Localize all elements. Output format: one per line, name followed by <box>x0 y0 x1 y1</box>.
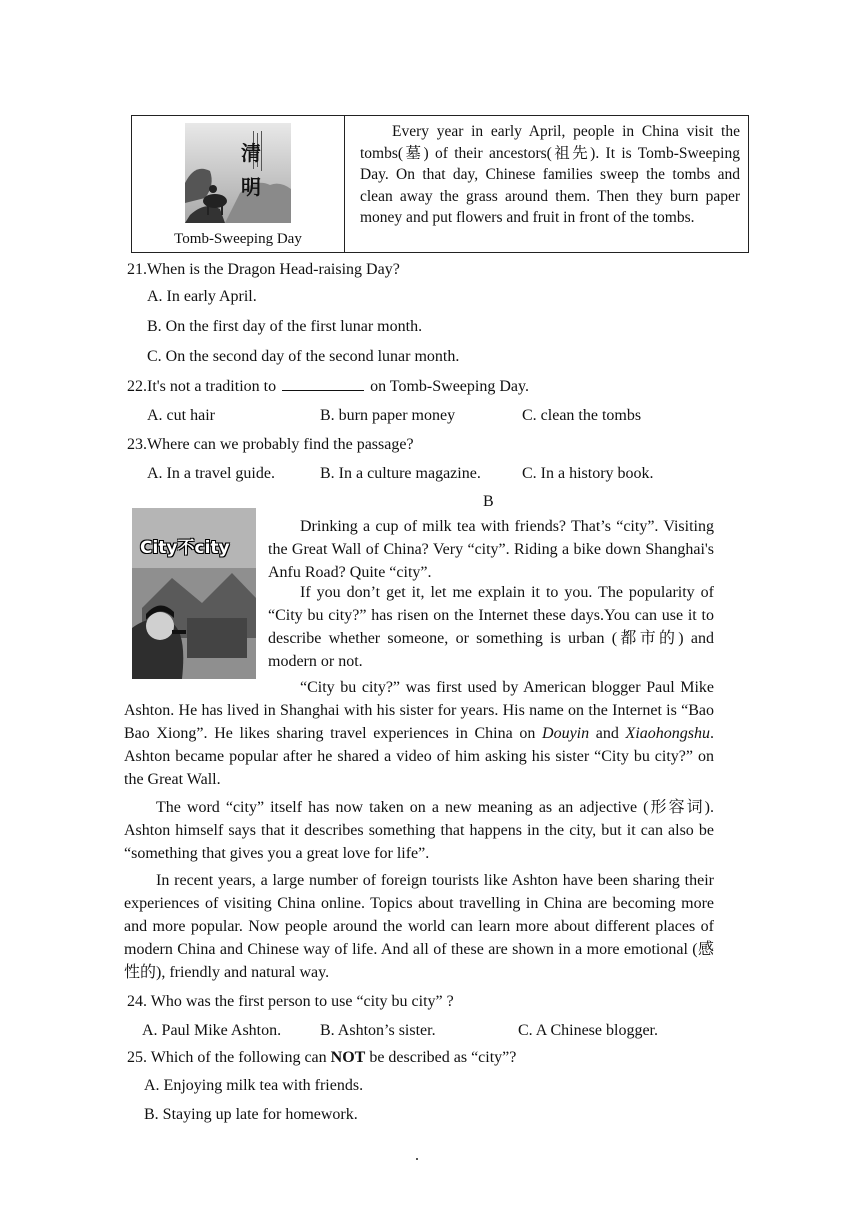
p3-text-start: “City bu city?” was first used by American blogger Paul Mike Ashton. He has lived in Shanghai with his sister for years. His name on the Internet is “Bao Bao Xiong”. He likes sharing travel experiences in China on <box>124 679 714 742</box>
q25-option-b: B. Staying up late for homework. <box>144 1106 358 1123</box>
image-caption: Tomb-Sweeping Day <box>174 231 302 247</box>
q22-text-after: on Tomb-Sweeping Day. <box>370 378 529 395</box>
q22-option-b: B. burn paper money <box>320 407 456 424</box>
passage-b-paragraph-1: Drinking a cup of milk tea with friends? That’s “city”. Visiting the Great Wall of China? Very “city”. Riding a bike down Shanghai's Anfu Road? Quite “city”. <box>268 518 714 581</box>
passage-b-paragraph-4: The word “city” itself has now taken on a new meaning as an adjective (形容词). Ashton himself says that it describes something that happens in the city, but it can also be “something that gives you a great love for life”. <box>124 799 714 862</box>
q23-option-c: C. In a history book. <box>522 465 654 482</box>
q22-option-c: C. clean the tombs <box>522 407 642 424</box>
q22-blank <box>282 376 364 391</box>
q25-text-after: be described as “city”? <box>369 1049 517 1066</box>
tomb-sweeping-painting <box>185 123 291 223</box>
tomb-sweeping-table <box>131 115 749 253</box>
q23-option-b: B. In a culture magazine. <box>320 465 481 482</box>
q21-option-b: B. On the first day of the first lunar month. <box>147 318 423 335</box>
q22-text-before: 22.It's not a tradition to <box>127 378 277 395</box>
q25-text-before: 25. Which of the following can <box>127 1049 327 1066</box>
question-24: 24. Who was the first person to use “city bu city” ? <box>127 993 454 1010</box>
question-25 <box>127 1046 516 1069</box>
table-image-cell <box>132 116 345 252</box>
question-22 <box>127 375 529 398</box>
q25-text-bold: NOT <box>330 1049 366 1066</box>
city-bu-city-poster <box>132 508 256 679</box>
poster-title: City不city <box>140 538 230 558</box>
question-23: 23.Where can we probably find the passage? <box>127 436 414 453</box>
q24-option-c: C. A Chinese blogger. <box>518 1022 658 1039</box>
passage-b-paragraph-3 <box>124 676 714 791</box>
passage-b-paragraph-2: If you don’t get it, let me explain it to you. The popularity of “City bu city?” has risen on the Internet these days.You can use it to describe whether someone, or something is urban (都市的) and modern or not. <box>268 584 714 670</box>
q24-option-b: B. Ashton’s sister. <box>320 1022 436 1039</box>
passage-b-paragraph-5: In recent years, a large number of foreign tourists like Ashton have been sharing their experiences of visiting China online. Topics about travelling in China are becoming more and more popular. Now people around the world can learn more about different places of modern China and Chinese way of life. And all of these are shown in a more emotional (感性的), friendly and natural way. <box>124 872 714 981</box>
q21-option-c: C. On the second day of the second lunar month. <box>147 348 460 365</box>
q24-option-a: A. Paul Mike Ashton. <box>142 1022 282 1039</box>
section-b-heading: B <box>483 493 494 510</box>
p3-xiaohongshu: Xiaohongshu <box>625 725 710 742</box>
painting-title: 清 明 <box>241 143 261 199</box>
table-text-cell <box>345 116 748 252</box>
tomb-sweeping-description: Every year in early April, people in China visit the tombs(墓) of their ancestors(祖先). It is Tomb-Sweeping Day. On that day, Chinese families sweep the tombs and clean away the grass around them. Then they burn paper money and put flowers and fruit in front of the tombs. <box>360 123 740 227</box>
p3-and: and <box>595 725 619 742</box>
scan-speck <box>416 1158 418 1160</box>
p3-text-end: . Ashton became popular after he shared a video of him asking his sister “City bu city?” on the Great Wall. <box>124 725 714 788</box>
p3-douyin: Douyin <box>542 725 590 742</box>
q25-option-a: A. Enjoying milk tea with friends. <box>144 1077 364 1094</box>
q23-option-a: A. In a travel guide. <box>147 465 275 482</box>
q21-option-a: A. In early April. <box>147 288 257 305</box>
question-21: 21.When is the Dragon Head-raising Day? <box>127 261 400 278</box>
q22-option-a: A. cut hair <box>147 407 215 424</box>
